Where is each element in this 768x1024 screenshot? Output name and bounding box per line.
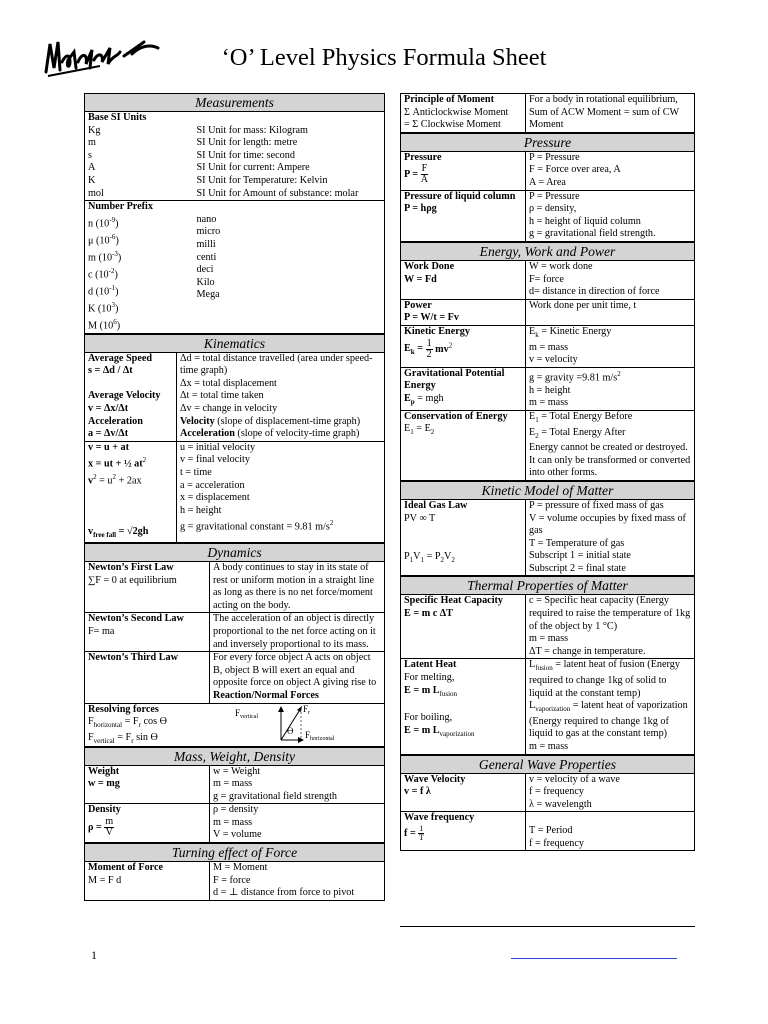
diagram-fhorizontal-label: $F_{horizontal}$ — [305, 729, 335, 742]
newtons-first-law-desc: A body continues to stay in its state of rest or uniform motion in a straight line as long as there is no net force/moment acting on the body. — [210, 561, 385, 612]
energy-work-power-table — [400, 242, 695, 481]
mass-weight-density-table — [84, 747, 385, 844]
work-done-defs: W = work done F= force d= distance in direction of force — [526, 260, 695, 299]
turning-effect-table — [84, 843, 385, 901]
diagram-fr-label: $F_r$ — [303, 703, 311, 716]
measurements-heading: Measurements — [85, 94, 385, 112]
waves-heading: General Wave Properties — [401, 755, 695, 773]
gpe-label: Gravitational Potential Energy $E_p$ = mgh — [401, 367, 526, 410]
work-done-label: Work Done W = Fd — [401, 260, 526, 299]
latent-heat-label: Latent Heat For melting, E = m $L_{fusion}$ For boiling, E = m $L_{vaporization}$ — [401, 659, 526, 754]
moment-of-force-label: Moment of Force M = F d — [85, 862, 210, 901]
kinetic-energy-label: Kinetic Energy $E_k$ = $\frac{1}{2}$ $mv^2$ — [401, 325, 526, 367]
kinematics-definitions-formulas: Average Speed s = Δd / Δt Average Velocity v = Δx/Δt Acceleration a = Δv/Δt — [85, 352, 177, 441]
wave-velocity-defs: v = velocity of a wave f = frequency λ = wavelength — [526, 773, 695, 812]
wave-properties-table — [400, 755, 695, 852]
pressure-liquid-defs: P = Pressure ρ = density, h = height of liquid column g = gravitational field strength. — [526, 190, 695, 241]
principle-of-moment-desc: For a body in rotational equilibrium, Sum of ACW Moment = sum of CW Moment — [526, 94, 695, 133]
force-resolution-diagram — [235, 704, 375, 746]
thermal-heading: Thermal Properties of Matter — [401, 577, 695, 595]
pressure-table — [400, 133, 695, 242]
number-prefix-symbols: Number Prefix n $(10^{-9})$ μ $(10^{-6})$ m $(10^{-3})$ c $(10^{-2})$ d $(10^{-1})$ K $(10^3)$ M $(10^6)$ — [85, 201, 194, 333]
thermal-properties-table — [400, 576, 695, 754]
ideal-gas-law-defs: P = pressure of fixed mass of gas V = volume occupies by fixed mass of gas T = Temperature of gas Subscript 1 = initial state Subscript 2 = final state — [526, 499, 695, 576]
mass-weight-density-heading: Mass, Weight, Density — [85, 747, 385, 765]
number-prefix-names: nano micro milli centi deci Kilo Mega — [194, 201, 385, 333]
kinematics-variables: u = initial velocity v = final velocity t = time a = acceleration x = displacement h = height g = gravitational constant = 9.81 $m/s^2$ — [177, 441, 385, 542]
wave-frequency-defs: T = Period f = frequency — [526, 812, 695, 851]
wave-velocity-label: Wave Velocity v = f λ — [401, 773, 526, 812]
conservation-energy-defs: $E_1$ = Total Energy Before $E_2$ = Total Energy After Energy cannot be created or destroyed. It can only be transformed or converted into other forms. — [526, 410, 695, 480]
density-defs: ρ = density m = mass V = volume — [210, 804, 385, 843]
power-label: Power P = W/t = Fv — [401, 299, 526, 325]
newtons-third-law-label: Newton’s Third Law — [85, 652, 210, 703]
moment-of-force-defs: M = Moment F = force d = ⊥ distance from force to pivot — [210, 862, 385, 901]
gpe-defs: g = gravity =9.81 $m/s^2$ h = height m = mass — [526, 367, 695, 410]
newtons-second-law-label: Newton’s Second Law F= ma — [85, 613, 210, 652]
kinematics-table — [84, 334, 385, 543]
kinetic-model-table — [400, 481, 695, 577]
shc-defs: c = Specific heat capacity (Energy required to raise the temperature of 1kg of the object by 1 °C) m = mass ΔT = change in temperature. — [526, 595, 695, 659]
resolving-forces: Resolving forces $F_{horizontal} = F_r$ cos ϴ $F_{vertical} = F_r$ sin ϴ $F_{vertical}$ ϴ $F_r$ $F_{horizontal}$ — [85, 703, 385, 746]
density-label: Density ρ = $\frac{m}{V}$ — [85, 804, 210, 843]
turning-effect-heading: Turning effect of Force — [85, 844, 385, 862]
conservation-energy-label: Conservation of Energy $E_1 = E_2$ — [401, 410, 526, 480]
diagram-theta-label: ϴ — [287, 725, 294, 736]
kinetic-energy-defs: $E_k$ = Kinetic Energy m = mass v = velocity — [526, 325, 695, 367]
newtons-second-law-desc: The acceleration of an object is directly proportional to the net force acting on it and inversely proportional to its mass. — [210, 613, 385, 652]
energy-heading: Energy, Work and Power — [401, 242, 695, 260]
weight-label: Weight w = mg — [85, 765, 210, 804]
left-column — [84, 93, 385, 901]
measurements-table — [84, 93, 385, 334]
kinetic-model-heading: Kinetic Model of Matter — [401, 481, 695, 499]
weight-defs: w = Weight m = mass g = gravitational field strength — [210, 765, 385, 804]
newtons-third-law-desc: For every force object A acts on object B, object B will exert an equal and opposite force on object A giving rise to Reaction/Normal Forces — [210, 652, 385, 703]
ideal-gas-law-label: Ideal Gas Law PV ∞ T $P_1V_1 = P_2V_2$ — [401, 499, 526, 576]
footer-link-underline[interactable] — [511, 958, 677, 959]
kinematics-equations: v = u + at x = ut + ½ $at^2$ $v^2 = u^2 + 2ax$ $v_{free fall} = √2gh$ — [85, 441, 177, 542]
right-column-bottom-rule — [400, 926, 695, 927]
diagram-fvertical-label: $F_{vertical}$ — [235, 707, 259, 720]
dynamics-heading: Dynamics — [85, 543, 385, 561]
power-desc: Work done per unit time, t — [526, 299, 695, 325]
newtons-first-law-label: Newton’s First Law ∑F = 0 at equilibrium — [85, 561, 210, 612]
pressure-defs: P = Pressure F = Force over area, A A = Area — [526, 151, 695, 190]
dynamics-table — [84, 543, 385, 747]
base-si-units-symbols: Base SI Units Kg m s A K mol — [85, 112, 194, 201]
pressure-heading: Pressure — [401, 133, 695, 151]
base-si-units-descriptions: SI Unit for mass: Kilogram SI Unit for length: metre SI Unit for time: second SI Unit for current: Ampere SI Unit for Temperature: Kelvin SI Unit for Amount of substance: molar — [194, 112, 385, 201]
principle-of-moment-label: Principle of Moment Σ Anticlockwise Moment = Σ Clockwise Moment — [401, 94, 526, 133]
right-column — [400, 93, 695, 851]
kinematics-heading: Kinematics — [85, 334, 385, 352]
shc-label: Specific Heat Capacity E = m c ΔT — [401, 595, 526, 659]
pressure-label: Pressure P = $\frac{F}{A}$ — [401, 151, 526, 190]
principle-of-moment-table — [400, 93, 695, 133]
latent-heat-defs: $L_{fusion}$ = latent heat of fusion (Energy required to change 1kg of solid to liquid at the constant temp) $L_{vaporization}$ = latent heat of vaporization (Energy required to change 1kg of liquid to gas at the constant temp) m = mass — [526, 659, 695, 754]
page-number: 1 — [91, 948, 97, 962]
pressure-liquid-label: Pressure of liquid column P = hρg — [401, 190, 526, 241]
page-title: ‘O’ Level Physics Formula Sheet — [221, 44, 547, 71]
wave-frequency-label: Wave frequency f = $\frac{1}{T}$ — [401, 812, 526, 851]
kinematics-definitions: Δd = total distance travelled (area under speed-time graph) Δx = total displacement Δt = total time taken Δv = change in velocity Velocity (slope of displacement-time graph) Acceleration (slope of velocity-time graph) — [177, 352, 385, 441]
